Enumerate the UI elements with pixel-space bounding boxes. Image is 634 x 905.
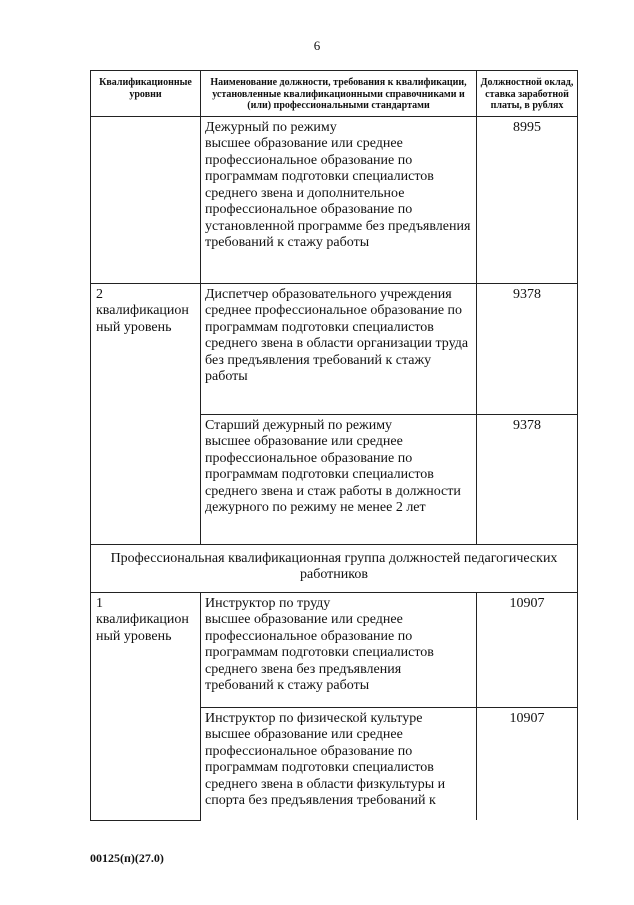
header-levels: Квалификационные уровни xyxy=(91,71,201,117)
salary-cell: 8995 xyxy=(477,116,578,283)
level-number: 1 xyxy=(96,595,103,611)
position-requirements: высшее образование или среднее профессиональное образование по программам подготовки специалистов среднего звена и стаж работы в должности дежурного по режиму не менее 2 лет xyxy=(205,434,461,515)
table-header-row xyxy=(91,71,578,117)
level-cell xyxy=(91,592,201,820)
document-code: 00125(п)(27.0) xyxy=(90,851,164,865)
table-row xyxy=(91,116,578,283)
position-cell xyxy=(201,116,477,283)
salary-cell: 10907 xyxy=(477,592,578,707)
position-title: Диспетчер образовательного учреждения xyxy=(205,286,452,302)
salary-cell: 10907 xyxy=(477,707,578,820)
header-salary: Должностной оклад, ставка заработной платы, в рублях xyxy=(477,71,578,117)
table-row xyxy=(91,592,578,707)
position-title: Инструктор по физической культуре xyxy=(205,710,423,726)
header-position: Наименование должности, требования к квалификации, установленные квалификационными справочниками и (или) профессиональными стандартами xyxy=(201,71,477,117)
position-cell xyxy=(201,283,477,414)
level-number: 2 xyxy=(96,286,103,302)
position-requirements: среднее профессиональное образование по программам подготовки специалистов среднего звена в области организации труда без предъявления требований к стажу работы xyxy=(205,303,469,384)
level-cell xyxy=(91,283,201,544)
group-heading: Профессиональная квалификационная группа должностей педагогических работников xyxy=(91,544,578,592)
qualification-table xyxy=(90,70,578,821)
salary-cell: 9378 xyxy=(477,283,578,414)
level-cell xyxy=(91,116,201,283)
level-text: квалификацион ный уровень xyxy=(96,612,189,644)
position-title: Старший дежурный по режиму xyxy=(205,417,393,433)
position-title: Инструктор по труду xyxy=(205,595,331,611)
position-cell xyxy=(201,592,477,707)
position-cell xyxy=(201,707,477,820)
page-number: 6 xyxy=(313,38,321,53)
position-requirements: высшее образование или среднее профессиональное образование по программам подготовки специалистов среднего звена и дополнительное профессиональное образование по установленной программе без предъявления требований к стажу работы xyxy=(205,136,471,250)
position-cell xyxy=(201,414,477,544)
position-title: Дежурный по режиму xyxy=(205,119,337,135)
table-group-row xyxy=(91,544,578,592)
table-row xyxy=(91,283,578,414)
position-requirements: высшее образование или среднее профессиональное образование по программам подготовки специалистов среднего звена без предъявления требований к стажу работы xyxy=(205,612,434,693)
position-requirements: высшее образование или среднее профессиональное образование по программам подготовки специалистов среднего звена в области физкультуры и спорта без предъявления требований к xyxy=(205,727,446,808)
level-text: квалификацион ный уровень xyxy=(96,303,189,335)
salary-cell: 9378 xyxy=(477,414,578,544)
